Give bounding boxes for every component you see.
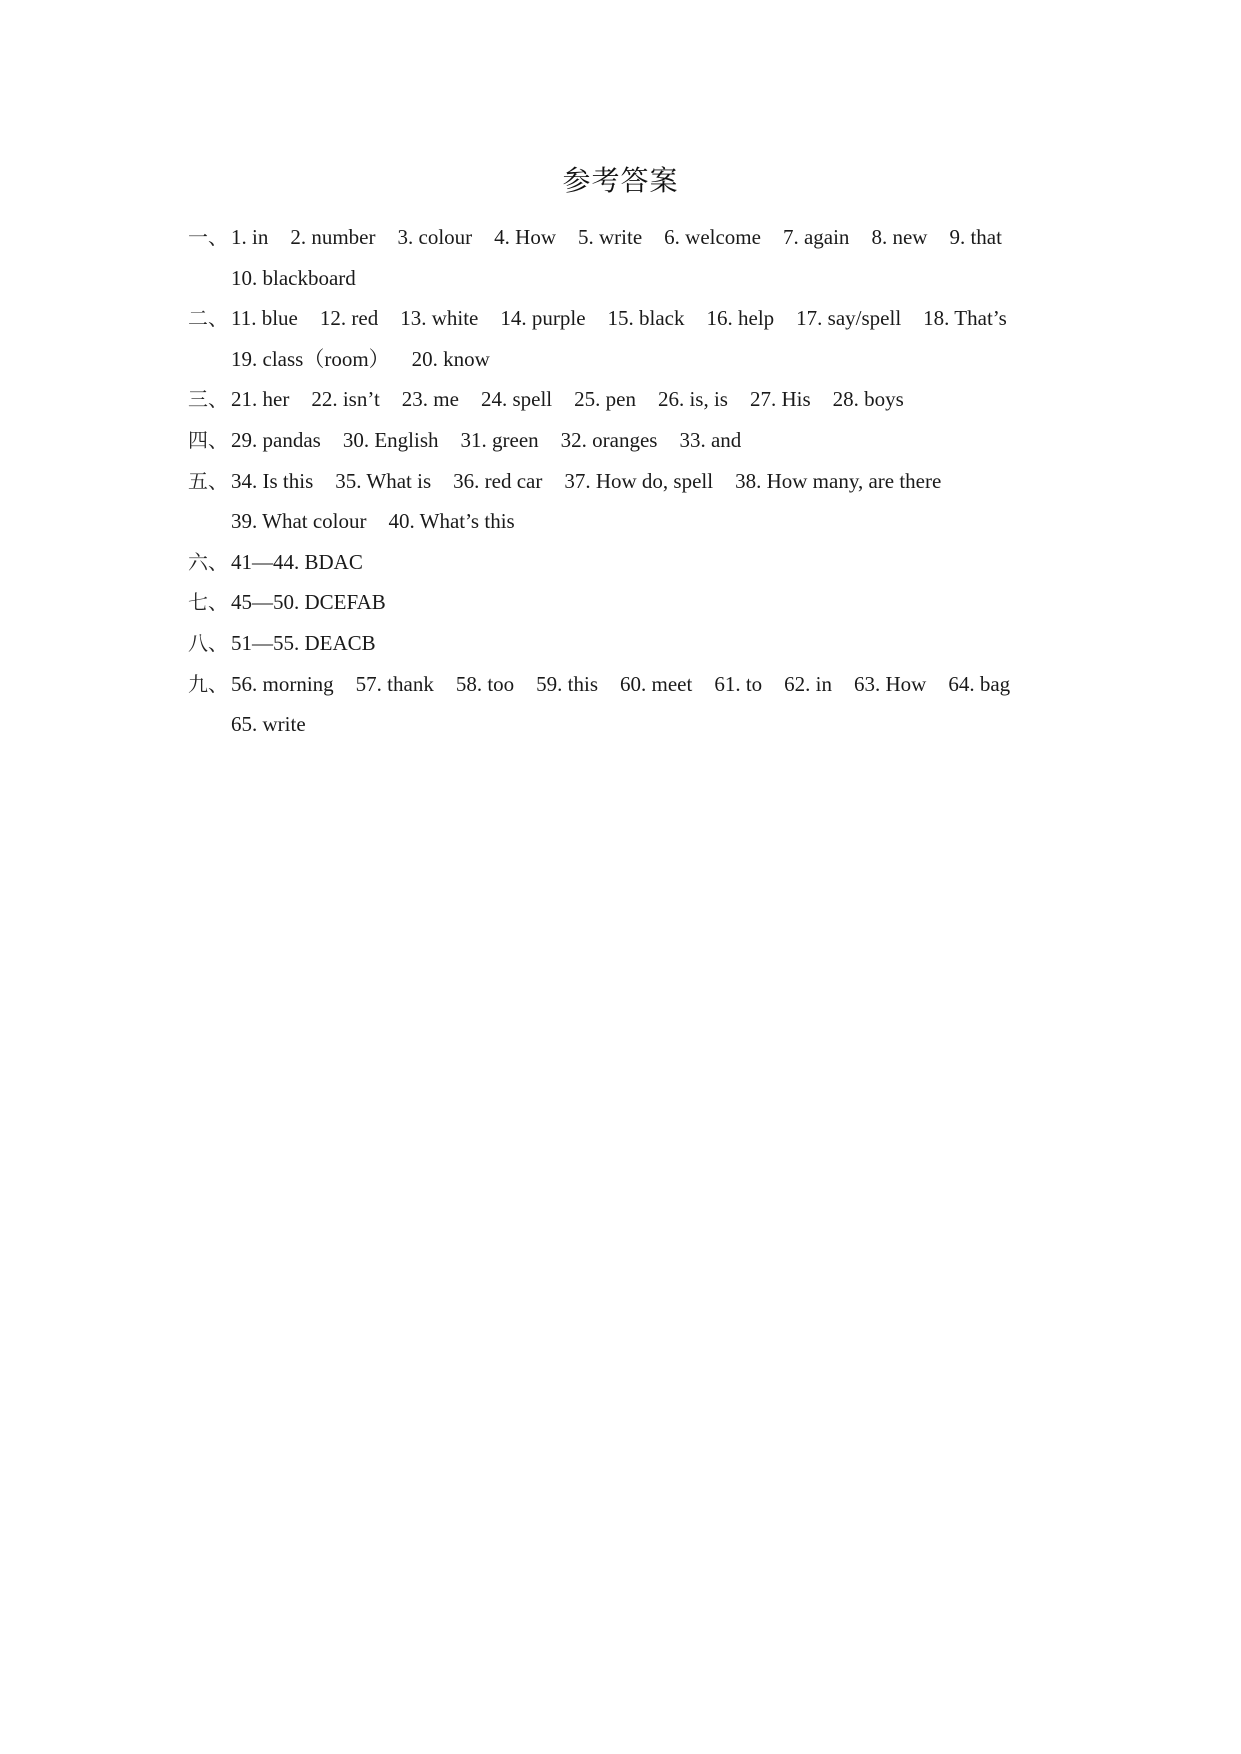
answer-section (188, 298, 1068, 379)
section-answers (231, 379, 1068, 420)
answer-section (188, 379, 1068, 420)
answer-item: 4. How (494, 225, 556, 249)
answer-item: 18. That’s (923, 306, 1007, 331)
answer-item: 15. black (607, 306, 685, 331)
page-title: 参考答案 (562, 164, 679, 197)
answer-item: 41—44. BDAC (231, 549, 363, 574)
answer-item: 64. bag (948, 671, 1011, 696)
answer-item: 3. colour (397, 225, 473, 249)
answer-item: 19. class（room） (231, 346, 390, 371)
answer-item: 56. morning (231, 671, 334, 696)
answer-item: 36. red car (453, 468, 543, 493)
answer-line (231, 664, 1068, 705)
answer-line (231, 258, 1068, 299)
section-number: 一、 (188, 225, 228, 249)
section-number: 四、 (188, 427, 228, 452)
section-answers (231, 298, 1068, 379)
section-answers (231, 420, 1068, 461)
answer-item: 13. white (400, 306, 479, 331)
answer-item: 59. this (536, 671, 599, 696)
answer-item: 60. meet (620, 671, 693, 696)
answer-item: 6. welcome (664, 225, 761, 249)
answer-item: 39. What colour (231, 509, 367, 534)
answer-item: 11. blue (231, 306, 298, 331)
section-answers (231, 461, 1068, 542)
answer-item: 30. English (342, 427, 439, 452)
answer-item: 31. green (460, 427, 539, 452)
answer-item: 16. help (706, 306, 775, 331)
answer-item: 63. How (854, 671, 927, 696)
answer-item: 34. Is this (231, 468, 314, 493)
answer-line (231, 339, 1068, 380)
answer-item: 20. know (411, 346, 490, 371)
answer-item: 7. again (782, 225, 850, 249)
answer-item: 51—55. DEACB (231, 630, 376, 655)
section-number: 六、 (188, 549, 228, 574)
answer-line (231, 217, 1068, 258)
answer-item: 28. boys (832, 387, 904, 412)
answer-section (188, 542, 1068, 583)
answer-item: 35. What is (335, 468, 432, 493)
answer-item: 61. to (714, 671, 763, 696)
section-answers (231, 582, 1068, 623)
answer-line (231, 379, 1068, 420)
answer-item: 2. number (290, 225, 376, 249)
answer-section (188, 217, 1068, 298)
answer-line (231, 298, 1068, 339)
answer-item: 38. How many, are there (735, 468, 942, 493)
answer-item: 21. her (231, 387, 290, 412)
answer-item: 25. pen (574, 387, 636, 412)
answer-section (188, 461, 1068, 542)
answer-item: 37. How do, spell (564, 468, 714, 493)
section-number: 三、 (188, 387, 228, 412)
section-answers (231, 623, 1068, 664)
answer-line (231, 623, 1068, 664)
section-answers (231, 542, 1068, 583)
answer-section (188, 623, 1068, 664)
section-number: 五、 (188, 468, 228, 493)
answer-item: 33. and (679, 427, 742, 452)
answer-section (188, 664, 1068, 745)
answer-item: 32. oranges (560, 427, 658, 452)
answer-item: 12. red (319, 306, 379, 331)
answer-line (231, 501, 1068, 542)
answer-item: 1. in (231, 225, 269, 249)
answer-item: 8. new (871, 225, 928, 249)
answer-item: 57. thank (355, 671, 434, 696)
answer-line (231, 420, 1068, 461)
answer-section (188, 420, 1068, 461)
answer-item: 17. say/spell (796, 306, 902, 331)
answer-section (188, 582, 1068, 623)
section-number: 二、 (188, 306, 228, 331)
section-answers (231, 664, 1068, 745)
answer-item: 62. in (784, 671, 833, 696)
answer-line (231, 704, 1068, 745)
section-answers (231, 217, 1068, 298)
answer-item: 22. isn’t (311, 387, 380, 412)
answer-item: 40. What’s this (388, 509, 515, 534)
answer-line (231, 582, 1068, 623)
answer-item: 45—50. DCEFAB (231, 590, 386, 615)
section-number: 七、 (188, 590, 228, 615)
answer-item: 65. write (231, 712, 306, 737)
answer-list (188, 217, 1068, 745)
answer-item: 9. that (949, 225, 1002, 249)
answer-item: 23. me (401, 387, 459, 412)
answer-item: 24. spell (480, 387, 553, 412)
answer-line (231, 461, 1068, 502)
section-number: 九、 (188, 671, 228, 696)
answer-item: 14. purple (500, 306, 586, 331)
answer-item: 10. blackboard (231, 265, 356, 290)
section-number: 八、 (188, 630, 228, 655)
answer-item: 58. too (455, 671, 515, 696)
answer-item: 26. is, is (657, 387, 728, 412)
answer-item: 27. His (749, 387, 811, 412)
answer-line (231, 542, 1068, 583)
answer-item: 29. pandas (231, 427, 321, 452)
answer-item: 5. write (578, 225, 643, 249)
